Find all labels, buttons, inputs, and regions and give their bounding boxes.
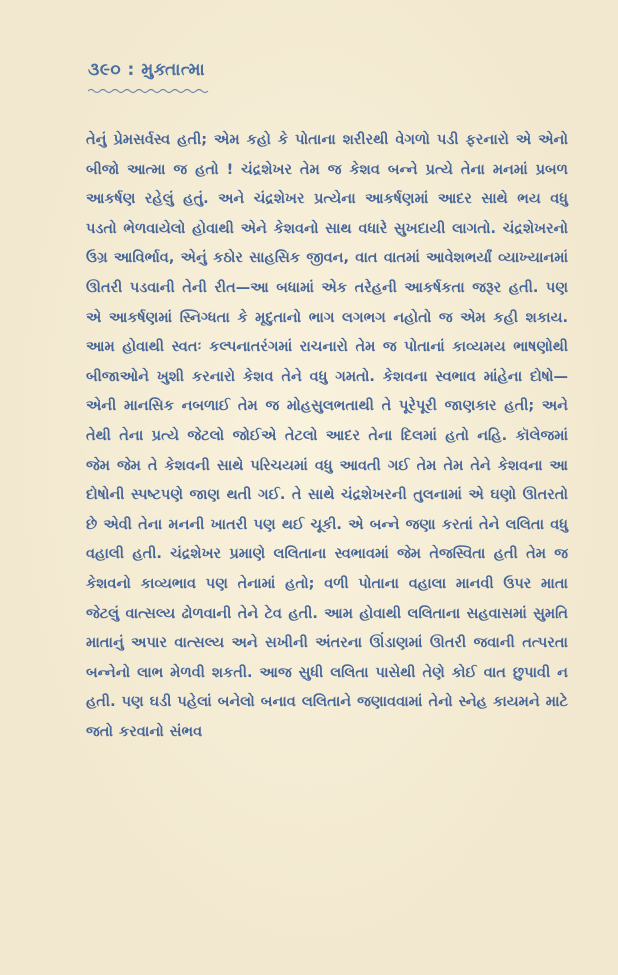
body-paragraph: તેનું પ્રેમસર્વસ્વ હતી; એમ કહો કે પોતાના શરીરથી વેગળો પડી ફરનારો એ એનો બીજો આત્મા જ હતો ! ચંદ્રશેખર તેમ જ કેશવ બન્ને પ્રત્યે તેના મનમાં પ્રબળ આકર્ષણ રહેલું હતું. અને ચંદ્રશેખર પ્રત્યેના આકર્ષણમાં આદર સાથે ભય વધુ પડતો ભેળવાયેલો હોવાથી એને કેશવનો સાથ વધારે સુખદાયી લાગતો. ચંદ્રશેખરનો ઉગ્ર આવિર્ભાવ, એનું કઠોર સાહસિક જીવન, વાત વાતમાં આવેશભર્યાં વ્યાખ્યાનમાં ઊતરી પડવાની તેની રીત—આ બધામાં એક તરેહની આકર્ષકતા જરૂર હતી. પણ એ આકર્ષણમાં સ્નિગ્ધતા કે મૃદુતાનો ભાગ લગભગ નહોતો જ એમ કહી શકાય. આમ હોવાથી સ્વતઃ કલ્પનાતરંગમાં રાચનારો તેમ જ પોતાનાં કાવ્યમય ભાષણોથી બીજાઓને ખુશી કરનારો કેશવ તેને વધુ ગમતો. કેશવના સ્વભાવ માંહેના દોષો—એની માનસિક નબળાઈ તેમ જ મોહસુલભતાથી તે પૂરેપૂરી જાણકાર હતી; અને તેથી તેના પ્રત્યે જેટલો જોઈએ તેટલો આદર તેના દિલમાં હતો નહિ. કૉલેજમાં જેમ જેમ તે કેશવની સાથે પરિચયમાં વધુ આવતી ગઈ તેમ તેમ તેને કેશવના આ દોષોની સ્પષ્ટપણે જાણ થતી ગઈ. તે સાથે ચંદ્રશેખરની તુલનામાં એ ઘણો ઊતરતો છે એવી તેના મનની ખાતરી પણ થઈ ચૂકી. એ બન્ને જણા કરતાં તેને લલિતા વધુ વહાલી હતી. ચંદ્રશેખર પ્રમાણે લલિતાના સ્વભાવમાં જેમ તેજસ્વિતા હતી તેમ જ કેશવનો કાવ્યભાવ પણ તેનામાં હતો; વળી પોતાના વહાલા માનવી ઉપર માતા જેટલું વાત્સલ્ય ઢોળવાની તેને ટેવ હતી. આમ હોવાથી લલિતાના સહવાસમાં સુમતિ માતાનું અપાર વાત્સલ્ય અને સખીની અંતરના ઊંડાણમાં ઊતરી જવાની તત્પરતા બન્નેનો લાભ મેળવી શકતી. આજ સુધી લલિતા પાસેથી તેણે કોઈ વાત છુપાવી ન હતી. પણ ઘડી પહેલાં બનેલો બનાવ લલિતાને જણાવવામાં તેનો સ્નેહ કાયમને માટે જતો કરવાનો સંભવ — [86, 132, 568, 740]
running-header: ૩૯૦ : મુક્તાત્મા — [88, 60, 206, 80]
wavy-underline — [88, 88, 210, 94]
